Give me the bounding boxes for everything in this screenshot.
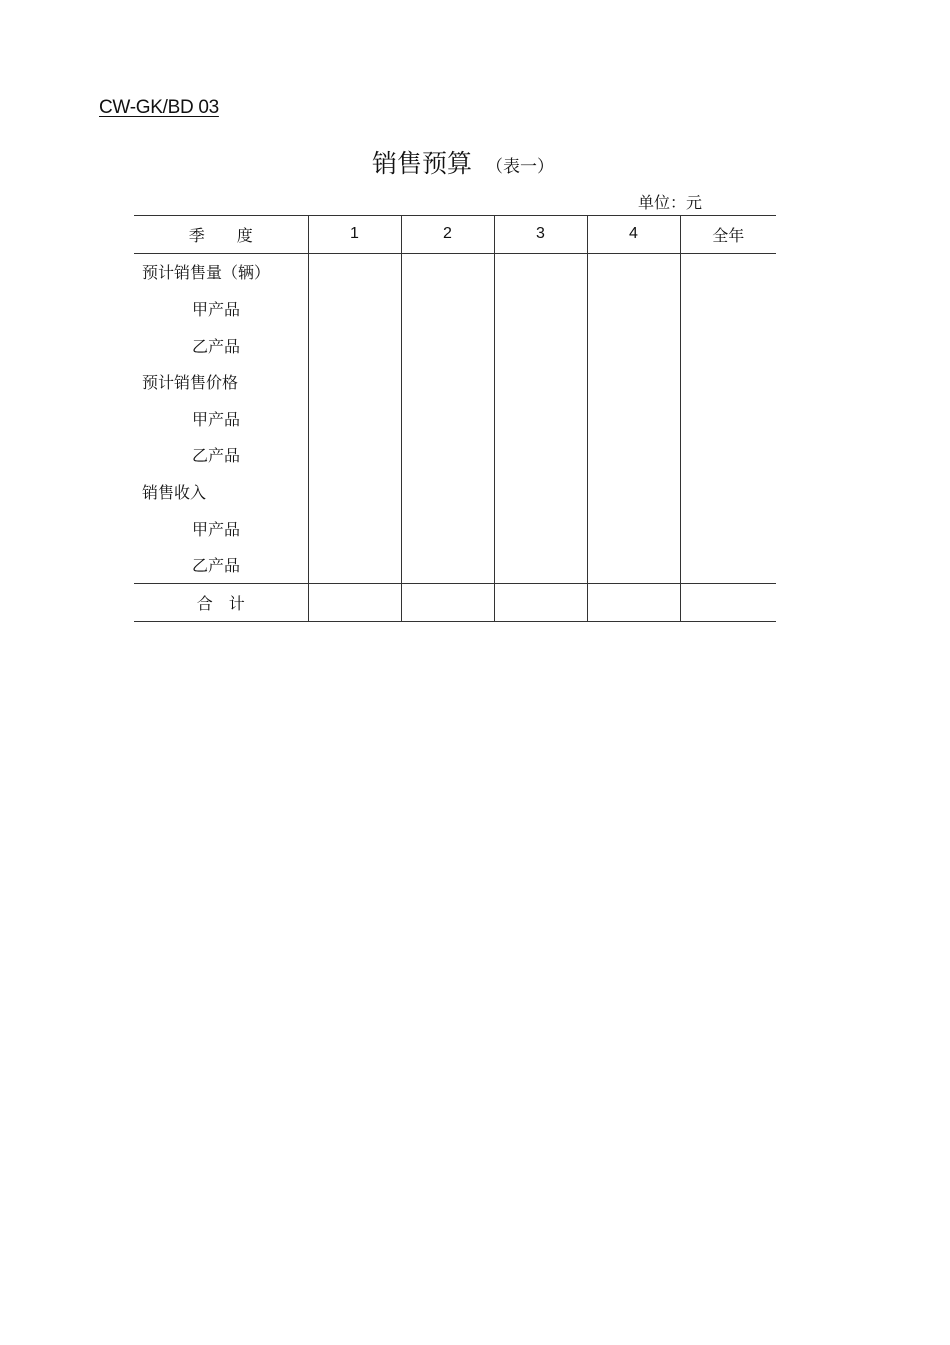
cell[interactable] <box>680 437 776 474</box>
cell[interactable] <box>680 400 776 437</box>
row-label: 预计销售量（辆） <box>142 263 271 283</box>
row-label: 甲产品 <box>192 299 241 319</box>
cell[interactable] <box>401 583 494 621</box>
table-row <box>134 473 776 510</box>
header-quarter-label: 季 度 <box>134 216 308 254</box>
cell[interactable] <box>308 510 401 547</box>
cell[interactable] <box>680 546 776 583</box>
cell[interactable] <box>680 290 776 327</box>
cell[interactable] <box>587 583 680 621</box>
table-row <box>134 510 776 547</box>
header-q1: 1 <box>308 216 401 254</box>
cell[interactable] <box>308 400 401 437</box>
cell[interactable] <box>401 253 494 290</box>
cell[interactable] <box>587 437 680 474</box>
header-q2: 2 <box>401 216 494 254</box>
cell[interactable] <box>401 290 494 327</box>
cell[interactable] <box>401 363 494 400</box>
cell[interactable] <box>680 473 776 510</box>
cell[interactable] <box>494 253 587 290</box>
table-row <box>134 327 776 364</box>
row-label: 销售收入 <box>142 482 207 502</box>
cell[interactable] <box>587 400 680 437</box>
cell[interactable] <box>308 290 401 327</box>
cell[interactable] <box>494 546 587 583</box>
row-label: 甲产品 <box>192 409 241 429</box>
row-label: 甲产品 <box>192 519 241 539</box>
document-code: CW-GK/BD 03 <box>99 97 219 118</box>
cell[interactable] <box>308 546 401 583</box>
cell[interactable] <box>680 363 776 400</box>
header-q3: 3 <box>494 216 587 254</box>
cell[interactable] <box>401 400 494 437</box>
table-row <box>134 253 776 290</box>
cell[interactable] <box>494 437 587 474</box>
cell[interactable] <box>587 473 680 510</box>
cell[interactable] <box>308 473 401 510</box>
cell[interactable] <box>680 510 776 547</box>
cell[interactable] <box>308 583 401 621</box>
table-row <box>134 437 776 474</box>
row-label: 预计销售价格 <box>142 373 239 393</box>
page-title: 销售预算 <box>372 149 473 178</box>
cell[interactable] <box>308 327 401 364</box>
total-label: 合 计 <box>134 583 308 621</box>
cell[interactable] <box>587 510 680 547</box>
cell[interactable] <box>587 363 680 400</box>
cell[interactable] <box>494 290 587 327</box>
cell[interactable] <box>494 363 587 400</box>
cell[interactable] <box>401 437 494 474</box>
cell[interactable] <box>494 327 587 364</box>
table-header-row <box>134 216 776 254</box>
cell[interactable] <box>587 327 680 364</box>
header-q4: 4 <box>587 216 680 254</box>
table-row <box>134 400 776 437</box>
cell[interactable] <box>680 253 776 290</box>
cell[interactable] <box>494 473 587 510</box>
cell[interactable] <box>494 583 587 621</box>
cell[interactable] <box>587 253 680 290</box>
cell[interactable] <box>494 400 587 437</box>
unit-label: 单位：元 <box>638 193 703 212</box>
cell[interactable] <box>587 290 680 327</box>
table-row <box>134 546 776 583</box>
header-full-year: 全年 <box>680 216 776 254</box>
cell[interactable] <box>680 327 776 364</box>
row-label: 乙产品 <box>192 446 241 466</box>
table-row <box>134 290 776 327</box>
cell[interactable] <box>401 473 494 510</box>
row-label: 乙产品 <box>192 336 241 356</box>
sales-budget-table <box>134 215 776 622</box>
cell[interactable] <box>308 363 401 400</box>
cell[interactable] <box>401 327 494 364</box>
cell[interactable] <box>308 253 401 290</box>
cell[interactable] <box>308 437 401 474</box>
row-label: 乙产品 <box>192 556 241 576</box>
title-block <box>372 144 554 180</box>
table-row <box>134 363 776 400</box>
page-subtitle: （表一） <box>486 157 555 177</box>
table-total-row <box>134 583 776 621</box>
cell[interactable] <box>680 583 776 621</box>
cell[interactable] <box>401 546 494 583</box>
cell[interactable] <box>494 510 587 547</box>
cell[interactable] <box>401 510 494 547</box>
cell[interactable] <box>587 546 680 583</box>
